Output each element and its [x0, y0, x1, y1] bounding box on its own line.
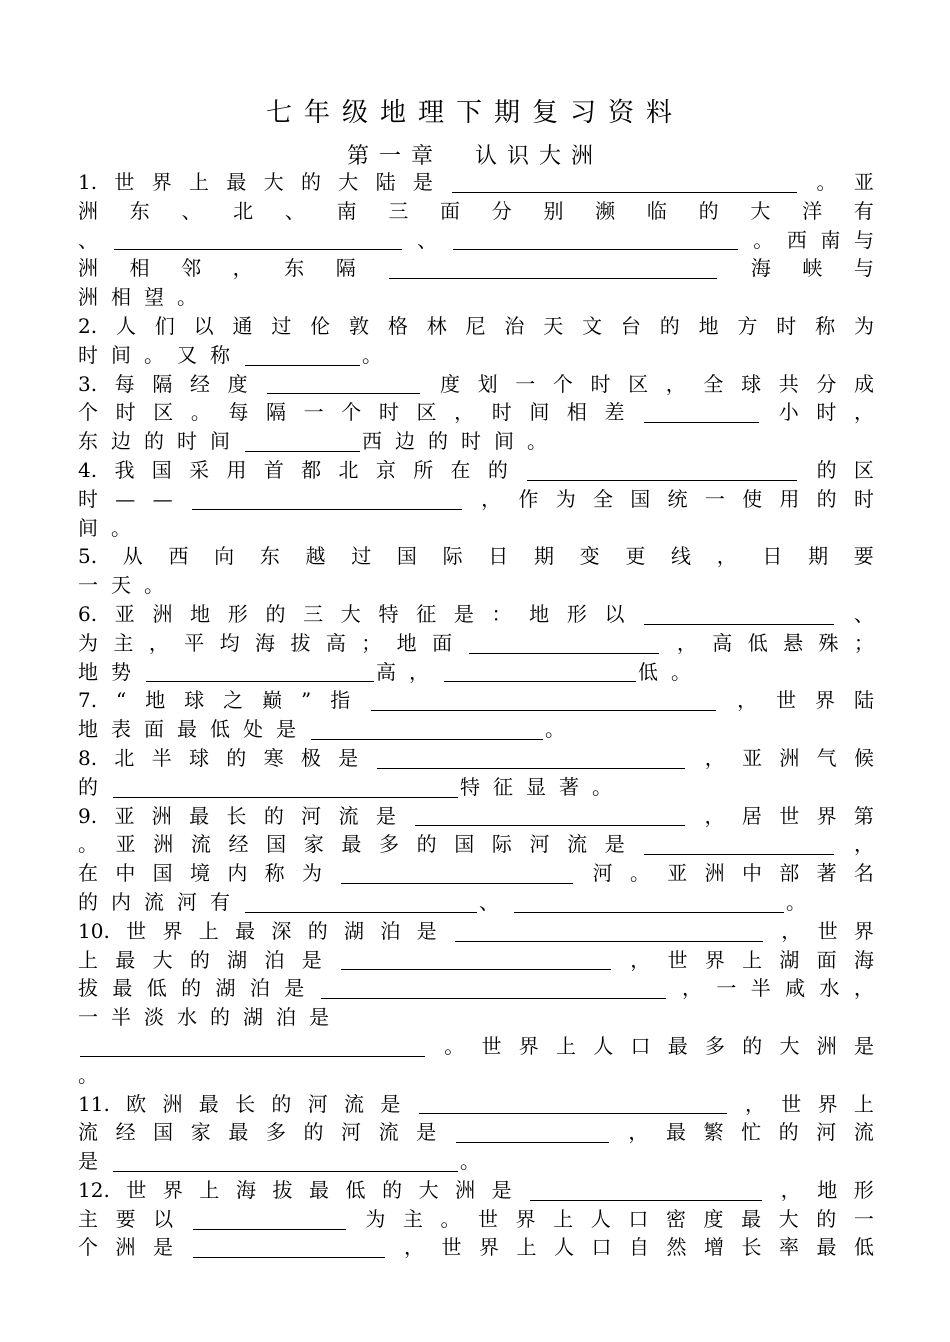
text-line: 8. 北 半 球 的 寒 极 是 ， 亚 洲 气 候 [78, 744, 874, 773]
text-line: 是 。 [78, 1149, 480, 1174]
text-line: 10. 世 界 上 最 深 的 湖 泊 是 ， 世 界 [78, 917, 874, 946]
answer-blank[interactable] [444, 661, 636, 682]
question-number: 1. [78, 170, 98, 194]
text-line: 9. 亚 洲 最 长 的 河 流 是 ， 居 世 界 第 [78, 802, 874, 831]
text-line: 洲 东 、 北 、 南 三 面 分 别 濒 临 的 大 洋 有 [78, 198, 874, 223]
text-line: 地 势 高 ， 低 。 [78, 659, 691, 684]
question-number: 5. [78, 544, 98, 569]
answer-blank[interactable] [377, 748, 685, 769]
text-line: 的 特 征 显 著 。 [78, 774, 612, 799]
answer-blank[interactable] [245, 892, 477, 913]
text-line: 11. 欧 洲 最 长 的 河 流 是 ， 世 界 上 [78, 1090, 874, 1119]
text-line: 东 边 的 时 间 西 边 的 时 间 。 [78, 429, 547, 454]
text-line: 个 时 区 。 每 隔 一 个 时 区 ， 时 间 相 差 小 时 ， [78, 400, 874, 425]
question-number: 3. [78, 371, 98, 396]
question-number: 10. [78, 918, 110, 943]
answer-blank[interactable] [192, 489, 462, 510]
text-line: 个 洲 是 ， 世 界 上 人 口 自 然 增 长 率 最 低 [78, 1235, 874, 1260]
answer-blank[interactable] [419, 1093, 727, 1114]
answer-blank[interactable] [341, 863, 573, 884]
text-line: 、 、 。 西 南 与 [78, 227, 874, 252]
answer-blank[interactable] [469, 633, 659, 654]
answer-blank[interactable] [341, 949, 611, 970]
text-line: 间 。 [78, 515, 131, 540]
answer-blank[interactable] [113, 777, 458, 798]
answer-blank[interactable] [193, 1209, 346, 1230]
text-line: 5. 从 西 向 东 越 过 国 际 日 期 变 更 线 ， 日 期 要 [78, 542, 874, 571]
answer-blank[interactable] [80, 1036, 425, 1057]
question-list [78, 168, 874, 1262]
text-line: 地 表 面 最 低 处 是 。 [78, 717, 565, 742]
answer-blank[interactable] [514, 892, 784, 913]
text-line: 4. 我 国 采 用 首 都 北 京 所 在 的 的 区 [78, 456, 874, 485]
answer-blank[interactable] [453, 229, 738, 250]
text-line: 主 要 以 为 主 。 世 界 上 人 口 密 度 最 大 的 一 [78, 1206, 874, 1231]
question-number: 6. [78, 601, 98, 626]
answer-blank[interactable] [114, 229, 402, 250]
text-line: 时 — — ， 作 为 全 国 统 一 使 用 的 时 [78, 486, 874, 511]
answer-blank[interactable] [113, 1151, 458, 1172]
text-line: 的 内 流 河 有 、 。 [78, 889, 806, 914]
text-line: 时 间 。 又 称 。 [78, 342, 382, 367]
question-number: 9. [78, 803, 98, 828]
answer-blank[interactable] [311, 719, 543, 740]
text-line: 。 世 界 上 人 口 最 多 的 大 洲 是 [78, 1032, 874, 1061]
text-line: 流 经 国 家 最 多 的 河 流 是 ， 最 繁 忙 的 河 流 [78, 1120, 874, 1145]
answer-blank[interactable] [245, 431, 360, 452]
text-line: 2. 人 们 以 通 过 伦 敦 格 林 尼 治 天 文 台 的 地 方 时 称 为 [78, 312, 874, 341]
chapter-heading: 第一章 认识大洲 [346, 144, 603, 169]
question-number: 8. [78, 745, 98, 770]
answer-blank[interactable] [415, 805, 685, 826]
text-line: 拔 最 低 的 湖 泊 是 ， 一 半 咸 水 ， [78, 976, 874, 1001]
answer-blank[interactable] [644, 834, 834, 855]
question-number: 11. [78, 1091, 110, 1116]
answer-blank[interactable] [456, 1122, 609, 1143]
answer-blank[interactable] [389, 258, 717, 279]
answer-blank[interactable] [245, 345, 360, 366]
answer-blank[interactable] [146, 661, 374, 682]
question-number: 4. [78, 457, 98, 482]
answer-blank[interactable] [321, 978, 666, 999]
answer-blank[interactable] [644, 604, 834, 625]
answer-blank[interactable] [527, 460, 797, 481]
text-line: 12. 世 界 上 海 拔 最 低 的 大 洲 是 ， 地 形 [78, 1176, 874, 1205]
text-line: 洲 相 望 。 [78, 285, 197, 310]
answer-blank[interactable] [267, 373, 420, 394]
text-line: 在 中 国 境 内 称 为 河 。 亚 洲 中 部 著 名 [78, 861, 874, 886]
answer-blank[interactable] [193, 1237, 385, 1258]
text-line: 为 主 ， 平 均 海 拔 高 ； 地 面 ， 高 低 悬 殊 ； [78, 630, 874, 655]
text-line: 。 [78, 1062, 98, 1087]
text-line: 。 亚 洲 流 经 国 家 最 多 的 国 际 河 流 是 ， [78, 832, 874, 857]
text-line: 上 最 大 的 湖 泊 是 ， 世 界 上 湖 面 海 [78, 947, 874, 972]
text-line: 6. 亚 洲 地 形 的 三 大 特 征 是 ： 地 形 以 、 [78, 600, 874, 629]
answer-blank[interactable] [455, 921, 763, 942]
answer-blank[interactable] [530, 1180, 762, 1201]
text-line: 7. “ 地 球 之 巅 ” 指 ， 世 界 陆 [78, 686, 874, 715]
text-line: 1. 世 界 上 最 大 的 大 陆 是 。 亚 [78, 168, 874, 197]
answer-blank[interactable] [371, 690, 716, 711]
answer-blank[interactable] [644, 402, 759, 423]
document-title: 七年级地理下期复习资料 [265, 98, 684, 128]
question-number: 12. [78, 1177, 110, 1202]
text-line: 3. 每 隔 经 度 度 划 一 个 时 区 ， 全 球 共 分 成 [78, 370, 874, 399]
text-line: 洲 相 邻 ， 东 隔 海 峡 与 [78, 256, 874, 281]
question-number: 2. [78, 313, 98, 338]
text-line: 一 半 淡 水 的 湖 泊 是 [78, 1005, 329, 1030]
text-line: 一 天 。 [78, 573, 164, 598]
question-number: 7. [78, 688, 98, 713]
answer-blank[interactable] [452, 172, 797, 193]
